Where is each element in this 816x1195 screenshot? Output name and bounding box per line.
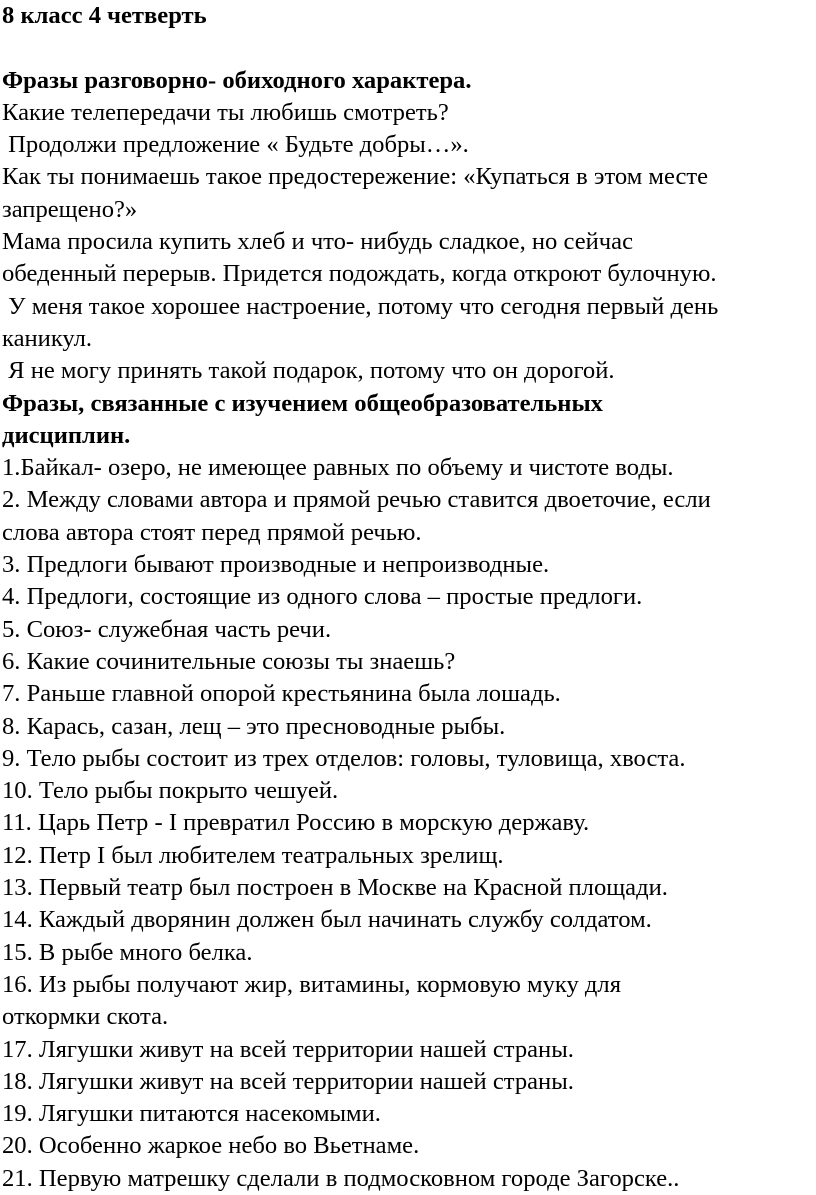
list-item: 9. Тело рыбы состоит из трех отделов: головы, туловища, хвоста. xyxy=(2,744,686,772)
text-line: каникул. xyxy=(2,324,93,352)
list-item: 13. Первый театр был построен в Москве на Красной площади. xyxy=(2,874,668,902)
text-line: обеденный перерыв. Придется подождать, когда откроют булочную. xyxy=(2,260,717,288)
list-item: 16. Из рыбы получают жир, витамины, кормовую муку для xyxy=(2,970,622,998)
list-item: 6. Какие сочинительные союзы ты знаешь? xyxy=(2,647,456,675)
text-line: У меня такое хорошее настроение, потому что сегодня первый день xyxy=(2,292,719,320)
list-item: 14. Каждый дворянин должен был начинать службу солдатом. xyxy=(2,906,652,934)
list-item: 18. Лягушки живут на всей территории нашей страны. xyxy=(2,1067,574,1095)
list-item: 8. Карась, сазан, лещ – это пресноводные рыбы. xyxy=(2,712,506,740)
list-item: 4. Предлоги, состоящие из одного слова – простые предлоги. xyxy=(2,583,643,611)
text-line: Какие телепередачи ты любишь смотреть? xyxy=(2,98,449,126)
list-item: слова автора стоят перед прямой речью. xyxy=(2,518,422,546)
text-line: Продолжи предложение « Будьте добры…». xyxy=(2,131,469,159)
text-line: Мама просила купить хлеб и что- нибудь сладкое, но сейчас xyxy=(2,228,633,256)
list-item: 1.Байкал- озеро, не имеющее равных по объему и чистоте воды. xyxy=(2,454,674,482)
list-item: 17. Лягушки живут на всей территории нашей страны. xyxy=(2,1035,574,1063)
list-item: 7. Раньше главной опорой крестьянина была лошадь. xyxy=(2,680,561,708)
section-heading-subject-phrases-cont: дисциплин. xyxy=(2,421,131,449)
list-item: 15. В рыбе много белка. xyxy=(2,938,253,966)
document-title: 8 класс 4 четверть xyxy=(2,2,207,29)
text-line: Как ты понимаешь такое предостережение: «Купаться в этом месте xyxy=(2,163,709,191)
blank-line xyxy=(2,32,808,64)
text-line: Я не могу принять такой подарок, потому что он дорогой. xyxy=(2,357,615,385)
list-item: 10. Тело рыбы покрыто чешуей. xyxy=(2,777,339,805)
list-item: 20. Особенно жаркое небо во Вьетнаме. xyxy=(2,1132,420,1160)
list-item: 2. Между словами автора и прямой речью ставится двоеточие, если xyxy=(2,486,711,514)
list-item: откормки скота. xyxy=(2,1003,169,1031)
list-item: 11. Царь Петр - I превратил Россию в морскую державу. xyxy=(2,809,590,837)
section-heading-subject-phrases: Фразы, связанные с изучением общеобразовательных xyxy=(2,389,603,417)
section-heading-everyday-phrases: Фразы разговорно- обиходного характера. xyxy=(2,66,472,94)
list-item: 21. Первую матрешку сделали в подмосковном городе Загорске.. xyxy=(2,1164,680,1192)
list-item: 12. Петр I был любителем театральных зрелищ. xyxy=(2,841,504,869)
text-line: запрещено?» xyxy=(2,195,138,223)
list-item: 5. Союз- служебная часть речи. xyxy=(2,615,332,643)
list-item: 19. Лягушки питаются насекомыми. xyxy=(2,1100,381,1128)
list-item: 3. Предлоги бывают производные и непроизводные. xyxy=(2,551,550,579)
